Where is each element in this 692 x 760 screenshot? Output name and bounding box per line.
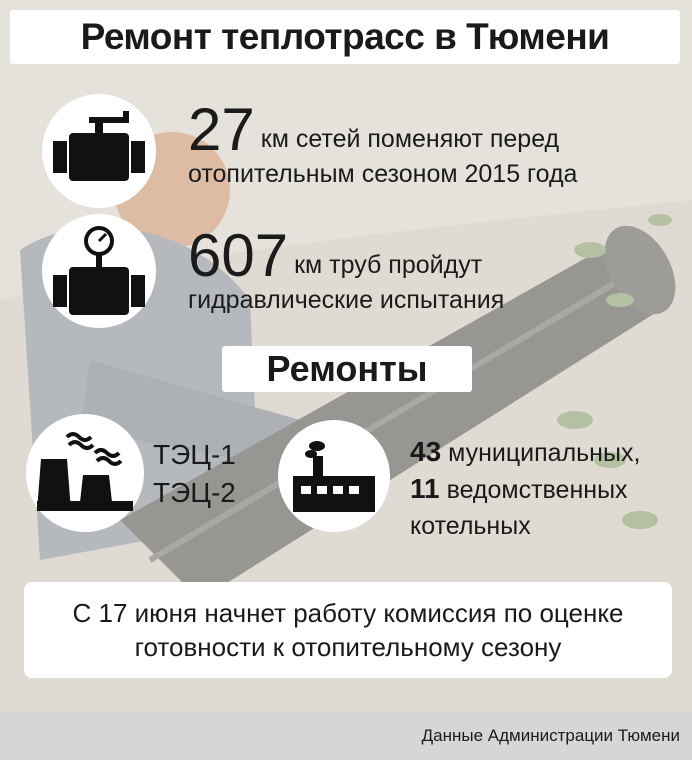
plants-list — [153, 436, 236, 512]
source-credit: Данные Администрации Тюмени — [421, 726, 680, 745]
departmental-label: ведомственных — [446, 476, 628, 504]
departmental-row — [410, 471, 640, 508]
plant-item: ТЭЦ-2 — [153, 477, 236, 508]
stat-networks-line2: отопительным сезоном 2015 года — [188, 160, 578, 188]
stat-networks-number: 27 — [188, 96, 255, 163]
departmental-count: 11 — [410, 473, 440, 504]
boilers-label: котельных — [410, 512, 531, 540]
stat-tests-line1: км труб пройдут — [294, 251, 483, 279]
title-box — [10, 10, 680, 64]
commission-note: С 17 июня начнет работу комиссия по оценке готовности к отопительному сезону — [72, 598, 624, 662]
valve-pipe-icon — [42, 94, 156, 208]
plant-item: ТЭЦ-1 — [153, 439, 236, 470]
municipal-count: 43 — [410, 436, 442, 467]
municipal-row — [410, 434, 640, 471]
stat-tests-line2: гидравлические испытания — [188, 286, 505, 314]
boilers-stats — [410, 434, 640, 544]
repairs-heading-box — [222, 346, 472, 392]
power-plant-icon — [26, 414, 144, 532]
factory-icon — [278, 420, 390, 532]
stat-networks-line1: км сетей поменяют перед — [260, 125, 560, 153]
commission-note-box — [24, 582, 672, 678]
page-title: Ремонт теплотрасс в Тюмени — [80, 16, 610, 57]
stat-networks — [188, 96, 578, 191]
repairs-heading: Ремонты — [266, 348, 428, 389]
stat-tests — [188, 222, 505, 317]
pressure-gauge-pipe-icon — [42, 214, 156, 328]
municipal-label: муниципальных, — [448, 439, 641, 467]
stat-tests-number: 607 — [188, 222, 289, 289]
